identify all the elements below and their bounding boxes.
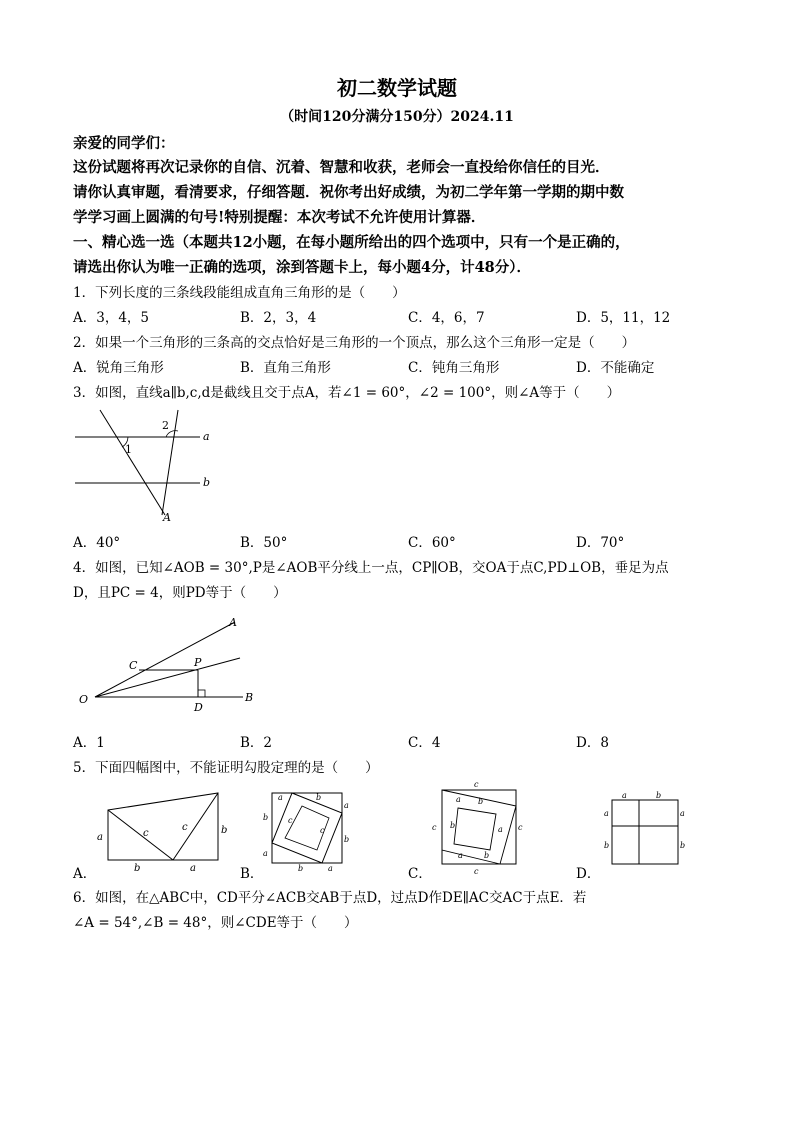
angle-1-label: 1 xyxy=(125,443,132,456)
q4-figure xyxy=(75,612,265,717)
q3-option-c: C．60° xyxy=(408,535,456,551)
label-b: b xyxy=(344,835,350,844)
question-6-stem-1: 6．如图，在△ABC中，CD平分∠ACB交AB于点D，过点D作DE∥AC交AC于点E．若 xyxy=(73,890,587,906)
label-a: a xyxy=(97,832,103,843)
line-b-label: b xyxy=(203,476,211,489)
angle-2-label: 2 xyxy=(162,419,169,432)
right-angle-mark xyxy=(198,690,205,697)
label-c: c xyxy=(474,867,479,876)
label-b: b xyxy=(478,797,484,806)
q2-option-c: C．钝角三角形 xyxy=(408,360,500,376)
q4-option-a: A．1 xyxy=(73,735,105,751)
label-b: b xyxy=(316,793,322,802)
label-c: c xyxy=(288,816,293,825)
q2-option-b: B．直角三角形 xyxy=(240,360,331,376)
label-a: a xyxy=(263,849,268,858)
q2-option-d: D．不能确定 xyxy=(576,360,655,376)
bisector-OP xyxy=(95,658,240,697)
q5-figure-c xyxy=(428,778,528,878)
question-3-stem: 3．如图，直线a∥b,c,d是截线且交于点A，若∠1 = 60°，∠2 = 100°，则∠A等于（ ） xyxy=(73,385,621,401)
q1-option-d: D．5，11，12 xyxy=(576,310,671,326)
label-a: a xyxy=(680,809,685,818)
q3-figure xyxy=(70,405,220,525)
ray-OA xyxy=(95,622,235,697)
point-B-label: B xyxy=(245,691,254,704)
question-1-stem: 1．下列长度的三条线段能组成直角三角形的是（ ） xyxy=(73,285,406,301)
point-C-label: C xyxy=(129,659,138,672)
q4-option-b: B．2 xyxy=(240,735,273,751)
label-b: b xyxy=(656,791,662,800)
point-O-label: O xyxy=(79,693,89,706)
line-c xyxy=(100,410,165,515)
label-a: a xyxy=(328,864,333,873)
q1-option-a: A．3，4，5 xyxy=(73,310,150,326)
q2-option-a: A．锐角三角形 xyxy=(73,360,164,376)
q5-figure-a xyxy=(90,788,235,878)
label-b: b xyxy=(221,825,228,836)
label-c: c xyxy=(182,822,188,833)
label-a: a xyxy=(622,791,627,800)
point-P-label: P xyxy=(194,656,202,669)
q1-option-b: B．2，3，4 xyxy=(240,310,317,326)
label-a: a xyxy=(278,793,283,802)
label-b: b xyxy=(298,864,304,873)
point-A-label: A xyxy=(229,616,237,629)
question-5-stem: 5．下面四幅图中，不能证明勾股定理的是（ ） xyxy=(73,760,379,776)
q4-option-c: C．4 xyxy=(408,735,441,751)
label-c: c xyxy=(518,823,523,832)
section-1-line-1: 一、精心选一选（本题共12小题，在每小题所给出的四个选项中，只有一个是正确的， xyxy=(73,234,630,251)
question-4-stem-2: D，且PC = 4，则PD等于（ ） xyxy=(73,585,287,601)
label-c: c xyxy=(320,826,325,835)
question-6-stem-2: ∠A = 54°,∠B = 48°，则∠CDE等于（ ） xyxy=(73,915,358,931)
q1-option-c: C．4，6，7 xyxy=(408,310,485,326)
label-a: a xyxy=(456,795,461,804)
question-2-stem: 2．如果一个三角形的三条高的交点恰好是三角形的一个顶点，那么这个三角形一定是（ ） xyxy=(73,335,636,351)
exam-subtitle: （时间120分满分150分）2024.11 xyxy=(280,109,514,125)
label-b: b xyxy=(263,813,269,822)
label-c: c xyxy=(432,823,437,832)
intro-line-1: 这份试题将再次记录你的自信、沉着、智慧和收获，老师会一直投给你信任的目光． xyxy=(73,159,610,176)
label-c: c xyxy=(474,780,479,789)
label-b: b xyxy=(604,841,610,850)
q5-figure-b xyxy=(258,788,358,873)
label-a: a xyxy=(190,863,196,874)
q5-option-a: A． xyxy=(73,866,97,882)
q3-option-d: D．70° xyxy=(576,535,625,551)
point-A-label: A xyxy=(163,511,171,524)
label-a: a xyxy=(458,851,463,860)
q5-option-b: B． xyxy=(240,866,264,882)
greeting: 亲爱的同学们： xyxy=(73,135,175,152)
intro-line-3: 学学习画上圆满的句号!特别提醒：本次考试不允许使用计算器． xyxy=(73,209,486,226)
question-4-stem-1: 4．如图，已知∠AOB = 30°,P是∠AOB平分线上一点，CP∥OB，交OA于点C,PD⊥OB，垂足为点 xyxy=(73,560,669,576)
line-a-label: a xyxy=(203,430,210,443)
q5-figure-d xyxy=(600,788,695,873)
label-a: a xyxy=(498,825,503,834)
point-D-label: D xyxy=(194,701,203,714)
label-b: b xyxy=(484,851,490,860)
q5-option-c: C． xyxy=(408,866,432,882)
intro-line-2: 请你认真审题，看清要求，仔细答题．祝你考出好成绩，为初二学年第一学期的期中数 xyxy=(73,184,624,201)
section-1-line-2: 请选出你认为唯一正确的选项，涂到答题卡上，每小题4分，计48分）． xyxy=(73,259,532,276)
q3-option-b: B．50° xyxy=(240,535,288,551)
label-c: c xyxy=(143,828,149,839)
label-a: a xyxy=(344,801,349,810)
label-b: b xyxy=(450,821,456,830)
q5-option-d: D． xyxy=(576,866,601,882)
label-b: b xyxy=(134,863,141,874)
label-b: b xyxy=(680,841,686,850)
page-title: 初二数学试题 xyxy=(337,76,457,100)
q3-option-a: A．40° xyxy=(73,535,121,551)
q4-option-d: D．8 xyxy=(576,735,609,751)
label-a: a xyxy=(604,809,609,818)
